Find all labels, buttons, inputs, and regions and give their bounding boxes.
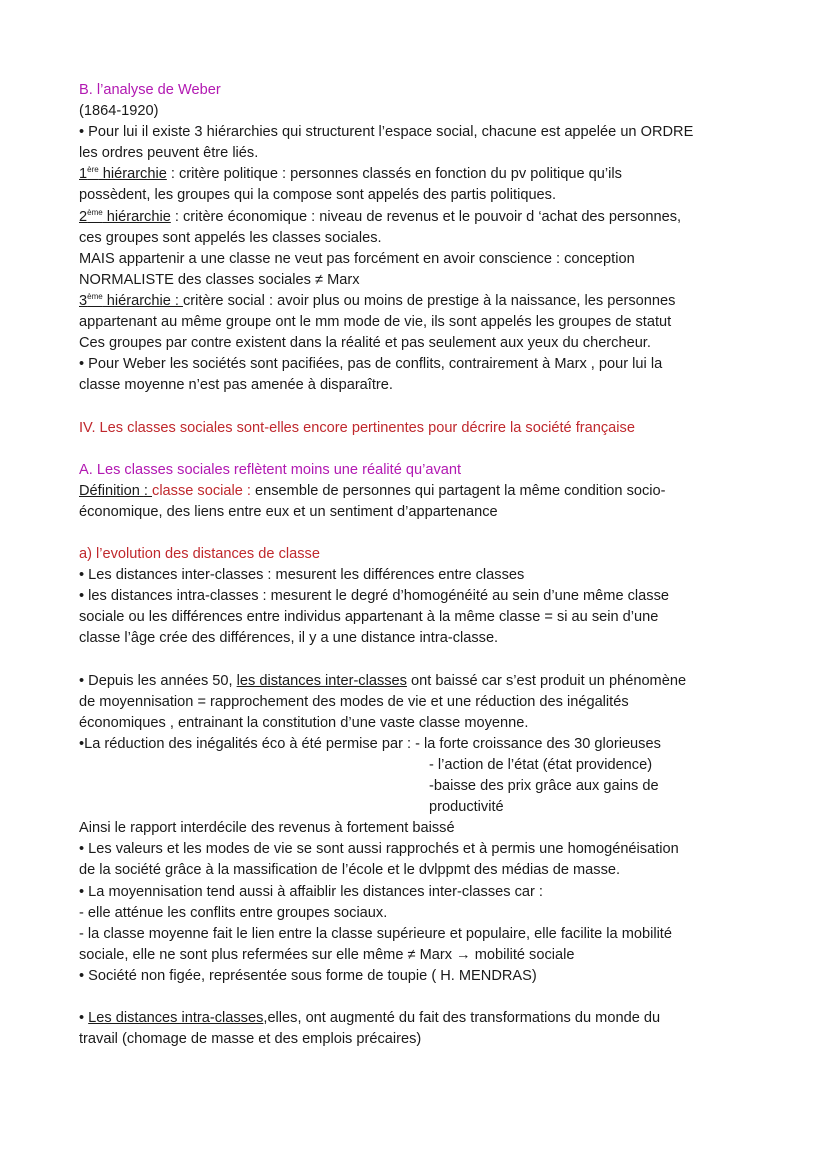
text-line: - elle atténue les conflits entre groupes sociaux. bbox=[79, 904, 388, 921]
text-line: les ordres peuvent être liés. bbox=[79, 145, 259, 162]
depuis-line bbox=[79, 671, 759, 692]
hierarchy-word: hiérarchie bbox=[102, 208, 171, 225]
text-line: •La réduction des inégalités éco à été permise par : - la forte croissance des 30 glorieuses bbox=[79, 735, 661, 752]
text-line: Ces groupes par contre existent dans la réalité et pas seulement aux yeux du chercheur. bbox=[79, 335, 651, 352]
text-line: économique, des liens entre eux et un sentiment d’appartenance bbox=[79, 503, 498, 520]
text-line: - la classe moyenne fait le lien entre la classe supérieure et populaire, elle facilite la mobilité bbox=[79, 925, 672, 942]
spacer bbox=[79, 987, 759, 1008]
text-line: • Société non figée, représentée sous forme de toupie ( H. MENDRAS) bbox=[79, 967, 537, 984]
spacer bbox=[79, 523, 759, 544]
definition-label bbox=[79, 483, 152, 499]
hierarchy-1 bbox=[79, 164, 759, 185]
hierarchy-1-label bbox=[79, 166, 167, 182]
text-line: • Les valeurs et les modes de vie se sont aussi rapprochés et à permis une homogénéisation bbox=[79, 841, 679, 858]
indented-line: productivité bbox=[429, 799, 504, 816]
indented-line: - l’action de l’état (état providence) bbox=[429, 757, 653, 773]
text-line: classe l’âge crée des différences, il y a une distance intra-classe. bbox=[79, 630, 499, 647]
text-line: • La moyennisation tend aussi à affaiblir les distances inter-classes car : bbox=[79, 883, 543, 900]
weber-dates: (1864-1920) bbox=[79, 103, 159, 120]
text-line: NORMALISTE des classes sociales ≠ Marx bbox=[79, 271, 360, 288]
hierarchy-1-text: : critère politique : personnes classés en fonction du pv politique qu’ils bbox=[166, 166, 622, 183]
spacer bbox=[79, 396, 759, 417]
text-line: • Les distances inter-classes : mesurent les différences entre classes bbox=[79, 567, 525, 584]
text-line: économiques , entrainant la constitution d’une vaste classe moyenne. bbox=[79, 714, 529, 731]
hierarchy-2-text: : critère économique : niveau de revenus et le pouvoir d ‘achat des personnes, bbox=[170, 208, 682, 225]
spacer bbox=[79, 650, 759, 671]
text-line: de moyennisation = rapprochement des modes de vie et une réduction des inégalités bbox=[79, 693, 629, 710]
ordinal-suffix: ème bbox=[87, 207, 103, 217]
definition-word: Définition bbox=[79, 482, 144, 499]
intra-line bbox=[79, 1008, 759, 1029]
ordinal-suffix: ère bbox=[87, 165, 99, 175]
hierarchy-word: hiérarchie bbox=[98, 166, 167, 183]
depuis-suffix: ont baissé car s’est produit un phénomène bbox=[406, 672, 687, 689]
hierarchy-3 bbox=[79, 291, 759, 312]
text-line: • les distances intra-classes : mesurent le degré d’homogénéité au sein d’une même classe bbox=[79, 588, 669, 605]
hierarchy-3-label bbox=[79, 293, 183, 309]
text-line: Ainsi le rapport interdécile des revenus à fortement baissé bbox=[79, 820, 455, 837]
text-line: classe moyenne n’est pas amenée à disparaître. bbox=[79, 377, 393, 394]
definition-line bbox=[79, 481, 759, 502]
ordinal-number: 3 bbox=[79, 292, 88, 309]
intra-suffix: ,elles, ont augmenté du fait des transformations du monde du bbox=[263, 1010, 661, 1027]
indented-line: -baisse des prix grâce aux gains de bbox=[429, 778, 659, 795]
text-line: de la société grâce à la massification de l’école et le dvlppmt des médias de masse. bbox=[79, 862, 621, 879]
text-line: appartenant au même groupe ont le mm mode de vie, ils sont appelés les groupes de statut bbox=[79, 314, 672, 331]
part-a-heading: A. Les classes sociales reflètent moins une réalité qu’avant bbox=[79, 461, 462, 478]
subsection-a-heading: a) l’evolution des distances de classe bbox=[79, 546, 320, 563]
text-line: • Pour Weber les sociétés sont pacifiées, pas de conflits, contrairement à Marx , pour lui la bbox=[79, 356, 663, 373]
text-line: possèdent, les groupes qui la compose sont appelés des partis politiques. bbox=[79, 187, 557, 204]
text-line: • Pour lui il existe 3 hiérarchies qui structurent l’espace social, chacune est appelée un ORDRE bbox=[79, 124, 694, 141]
weber-heading: B. l’analyse de Weber bbox=[79, 82, 221, 98]
text-line: sociale, elle ne sont plus refermées sur elle même ≠ Marx → mobilité sociale bbox=[79, 946, 575, 963]
section-iv-heading: IV. Les classes sociales sont-elles encore pertinentes pour décrire la société française bbox=[79, 419, 635, 436]
text-line: travail (chomage de masse et des emplois précaires) bbox=[79, 1031, 422, 1048]
hierarchy-word: hiérarchie : bbox=[102, 292, 183, 309]
depuis-underlined: les distances inter-classes bbox=[236, 672, 407, 689]
depuis-prefix: • Depuis les années 50, bbox=[79, 672, 237, 689]
hierarchy-3-text: critère social : avoir plus ou moins de prestige à la naissance, les personnes bbox=[183, 292, 676, 309]
text-line: MAIS appartenir a une classe ne veut pas forcément en avoir conscience : conception bbox=[79, 250, 635, 267]
intra-prefix: • bbox=[79, 1010, 89, 1027]
text-line: ces groupes sont appelés les classes sociales. bbox=[79, 229, 382, 246]
hierarchy-2 bbox=[79, 207, 759, 228]
intra-underlined: Les distances intra-classes bbox=[88, 1010, 264, 1027]
definition-colon: : bbox=[143, 482, 153, 499]
spacer bbox=[79, 439, 759, 460]
text-line: sociale ou les différences entre individus appartenant à la même classe = si au sein d’une bbox=[79, 609, 659, 626]
notes-content bbox=[79, 80, 759, 1050]
ordinal-suffix: ème bbox=[87, 291, 103, 301]
definition-term: classe sociale : bbox=[152, 482, 256, 499]
ordinal-number: 1 bbox=[79, 166, 88, 183]
ordinal-number: 2 bbox=[79, 208, 88, 225]
definition-text: ensemble de personnes qui partagent la même condition socio- bbox=[255, 482, 666, 499]
hierarchy-2-label bbox=[79, 209, 171, 225]
